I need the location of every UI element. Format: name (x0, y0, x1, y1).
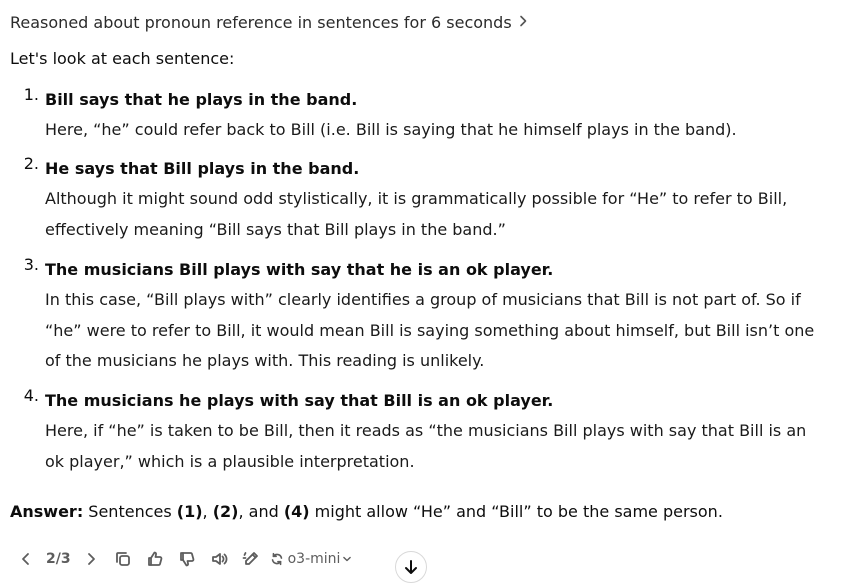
list-item (23, 386, 815, 477)
response-pager: 2/3 (46, 551, 71, 567)
answer-line (10, 502, 723, 521)
item-title: The musicians Bill plays with say that he is an ok player. (45, 260, 554, 279)
copy-icon (114, 550, 132, 568)
item-title: He says that Bill plays in the band. (45, 159, 360, 178)
previous-response-button[interactable] (10, 544, 42, 574)
chevron-down-icon (340, 552, 354, 566)
answer-sentence-ref: (2) (212, 502, 239, 521)
read-aloud-button[interactable] (203, 544, 235, 574)
answer-sentence-ref: (1) (176, 502, 203, 521)
message-toolbar (10, 544, 354, 574)
arrow-down-icon (403, 559, 419, 575)
item-body: Here, “he” could refer back to Bill (i.e. Bill is saying that he himself plays in the band). (45, 120, 737, 139)
reasoning-summary-text: Reasoned about pronoun reference in sentences for 6 seconds (10, 13, 512, 32)
next-response-button[interactable] (75, 544, 107, 574)
intro-text: Let's look at each sentence: (10, 49, 235, 68)
list-item (23, 85, 815, 146)
thumbs-up-button[interactable] (139, 544, 171, 574)
chevron-right-icon (518, 15, 528, 31)
thumbs-down-button[interactable] (171, 544, 203, 574)
list-number: 1. (23, 85, 39, 104)
answer-sentence-ref: (4) (283, 502, 310, 521)
item-title: Bill says that he plays in the band. (45, 90, 358, 109)
item-body: Although it might sound odd stylistically, it is grammatically possible for “He” to refer to Bill, effectively meaning “Bill says that Bill plays in the band.” (45, 189, 788, 239)
thumbs-down-icon (178, 550, 196, 568)
thumbs-up-icon (146, 550, 164, 568)
answer-text: might allow “He” and “Bill” to be the same person. (309, 502, 723, 521)
item-body: Here, if “he” is taken to be Bill, then it reads as “the musicians Bill plays with say that Bill is an ok player,” which is a plausible interpretation. (45, 421, 807, 471)
edit-button[interactable] (235, 544, 267, 574)
answer-text: , (202, 502, 213, 521)
list-number: 3. (23, 255, 39, 274)
answer-label: Answer: (10, 502, 84, 521)
regenerate-icon (269, 551, 285, 567)
chevron-left-icon (17, 550, 35, 568)
read-aloud-icon (210, 550, 228, 568)
list-item (23, 255, 815, 377)
model-switcher[interactable] (269, 551, 355, 567)
model-name: o3-mini (287, 551, 341, 567)
answer-text: Sentences (83, 502, 177, 521)
reasoning-summary[interactable] (10, 13, 528, 32)
item-body: In this case, “Bill plays with” clearly identifies a group of musicians that Bill is not part of. So if “he” were to refer to Bill, it would mean Bill is saying something about himself, but Bill isn’t one of the musicians he plays with. This reading is unlikely. (45, 290, 815, 370)
list-number: 4. (23, 386, 39, 405)
chevron-right-icon (82, 550, 100, 568)
copy-button[interactable] (107, 544, 139, 574)
edit-icon (242, 550, 260, 568)
scroll-to-bottom-button[interactable] (395, 551, 427, 583)
list-item (23, 154, 815, 245)
answer-text: , and (238, 502, 284, 521)
list-number: 2. (23, 154, 39, 173)
item-title: The musicians he plays with say that Bill is an ok player. (45, 391, 554, 410)
